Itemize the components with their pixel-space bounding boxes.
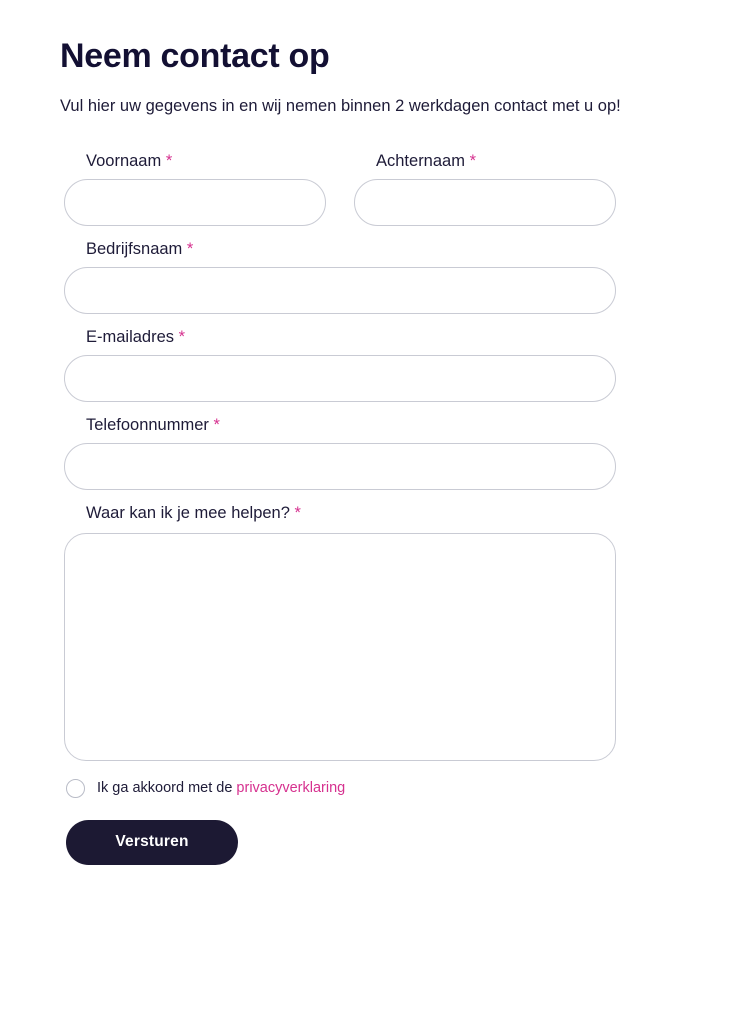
- label-achternaam: [376, 152, 616, 171]
- page-intro: Vul hier uw gegevens in en wij nemen binnen 2 werkdagen contact met u op!: [60, 96, 621, 115]
- consent-row: [66, 779, 689, 798]
- bericht-textarea[interactable]: [64, 533, 616, 761]
- name-row: [64, 152, 689, 240]
- emailadres-input[interactable]: [64, 355, 616, 402]
- field-telefoonnummer: [64, 416, 616, 490]
- required-marker: *: [178, 327, 186, 346]
- voornaam-input[interactable]: [64, 179, 326, 226]
- label-bericht-text: Waar kan ik je mee helpen?: [86, 503, 290, 522]
- label-bericht: [86, 504, 616, 523]
- label-telefoonnummer-text: Telefoonnummer: [86, 415, 209, 434]
- consent-label: Ik ga akkoord met de: [97, 780, 233, 797]
- contact-form: [60, 152, 689, 865]
- label-voornaam-text: Voornaam: [86, 151, 162, 170]
- field-bedrijfsnaam: [64, 240, 616, 314]
- field-bericht: [64, 504, 616, 761]
- page-title: Neem contact op: [60, 37, 330, 75]
- label-achternaam-text: Achternaam: [376, 151, 465, 170]
- label-telefoonnummer: [86, 416, 616, 435]
- label-bedrijfsnaam: [86, 240, 616, 259]
- bedrijfsnaam-input[interactable]: [64, 267, 616, 314]
- required-marker: *: [186, 239, 194, 258]
- required-marker: *: [294, 503, 301, 522]
- field-achternaam: [354, 152, 616, 226]
- telefoonnummer-input[interactable]: [64, 443, 616, 490]
- label-voornaam: [86, 152, 326, 171]
- field-voornaam: [64, 152, 326, 226]
- label-bedrijfsnaam-text: Bedrijfsnaam: [86, 239, 183, 258]
- required-marker: *: [165, 151, 173, 170]
- privacy-policy-link[interactable]: privacyverklaring: [236, 780, 346, 797]
- consent-checkbox[interactable]: [66, 779, 85, 798]
- required-marker: *: [213, 415, 220, 434]
- field-emailadres: [64, 328, 616, 402]
- label-emailadres: [86, 328, 616, 347]
- submit-button[interactable]: Versturen: [66, 820, 238, 865]
- label-emailadres-text: E-mailadres: [86, 327, 175, 346]
- achternaam-input[interactable]: [354, 179, 616, 226]
- required-marker: *: [469, 151, 476, 170]
